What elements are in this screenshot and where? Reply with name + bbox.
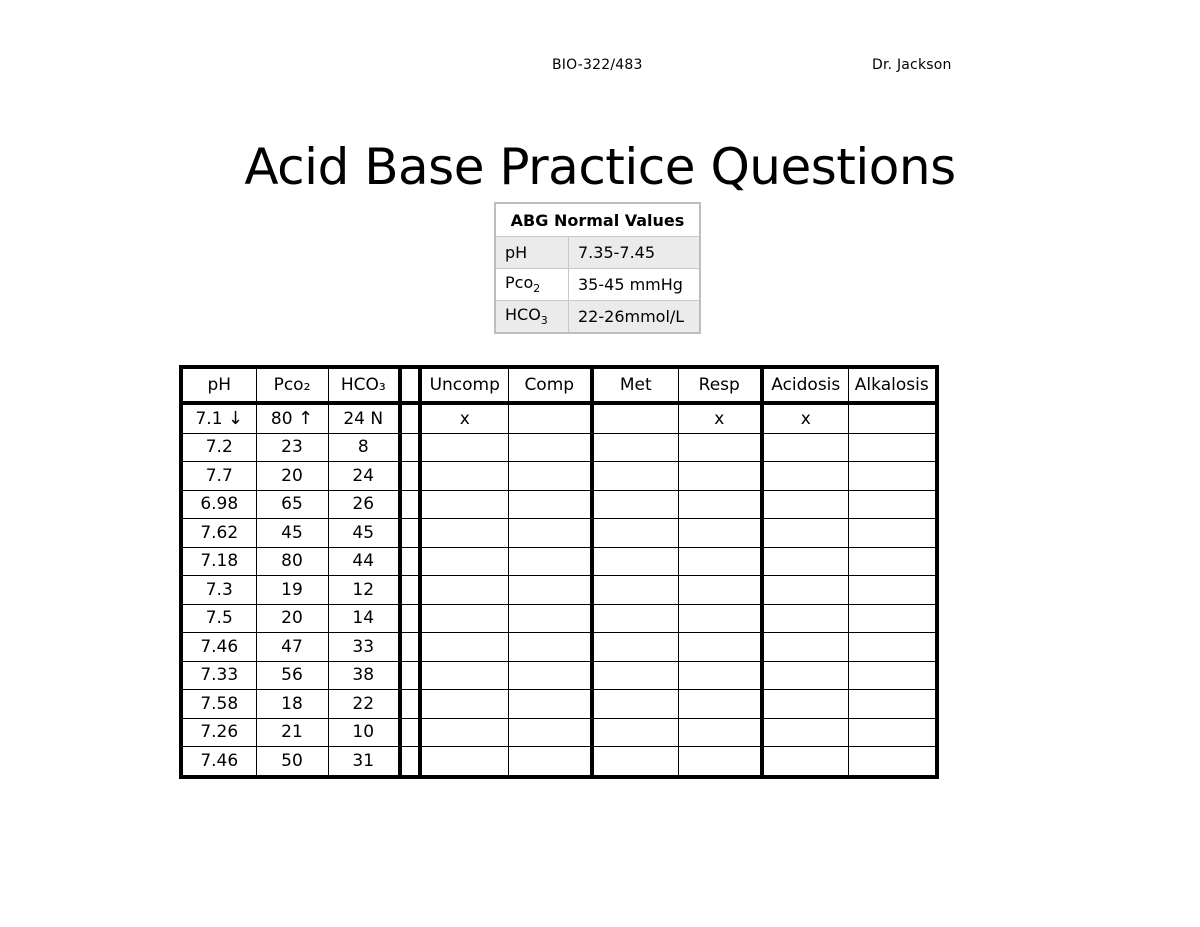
ph-value: 7.26 xyxy=(181,718,256,747)
met-answer-cell[interactable] xyxy=(592,547,678,576)
resp-answer-cell[interactable] xyxy=(678,462,762,491)
met-answer-cell[interactable] xyxy=(592,604,678,633)
spacer-cell xyxy=(400,661,420,690)
alkalosis-answer-cell[interactable] xyxy=(848,576,937,605)
example-row xyxy=(181,403,937,433)
col-header-ph: pH xyxy=(181,367,256,403)
uncomp-answer-cell[interactable] xyxy=(420,547,508,576)
uncomp-answer-cell[interactable] xyxy=(420,462,508,491)
table-row xyxy=(181,576,937,605)
abg-value-ph: 7.35-7.45 xyxy=(569,237,701,269)
hco3-value: 38 xyxy=(328,661,400,690)
comp-answer-cell[interactable] xyxy=(508,661,592,690)
page-title: Acid Base Practice Questions xyxy=(244,138,956,196)
met-answer-cell[interactable] xyxy=(592,490,678,519)
resp-answer-cell[interactable] xyxy=(678,576,762,605)
ph-value: 7.5 xyxy=(181,604,256,633)
abg-row-pco2 xyxy=(495,269,700,301)
acidosis-answer-cell[interactable] xyxy=(762,547,848,576)
resp-answer-cell[interactable] xyxy=(678,604,762,633)
resp-answer-cell[interactable] xyxy=(678,519,762,548)
comp-answer-cell[interactable] xyxy=(508,576,592,605)
spacer-cell xyxy=(400,462,420,491)
acidosis-answer-cell[interactable] xyxy=(762,661,848,690)
resp-answer-cell[interactable] xyxy=(678,718,762,747)
comp-answer-cell[interactable] xyxy=(508,633,592,662)
spacer-cell xyxy=(400,403,420,433)
spacer-cell xyxy=(400,576,420,605)
uncomp-answer-cell[interactable] xyxy=(420,490,508,519)
uncomp-answer-cell[interactable] xyxy=(420,718,508,747)
met-answer-cell[interactable] xyxy=(592,661,678,690)
abg-table-title: ABG Normal Values xyxy=(495,203,700,237)
acidosis-answer-cell[interactable] xyxy=(762,576,848,605)
hco3-value: 45 xyxy=(328,519,400,548)
spacer-cell xyxy=(400,519,420,548)
pco2-value: 18 xyxy=(256,690,328,719)
alkalosis-answer-cell[interactable] xyxy=(848,747,937,777)
example-acidosis[interactable]: x xyxy=(762,403,848,433)
uncomp-answer-cell[interactable] xyxy=(420,433,508,462)
met-answer-cell[interactable] xyxy=(592,690,678,719)
spacer-cell xyxy=(400,490,420,519)
example-alkalosis[interactable] xyxy=(848,403,937,433)
alkalosis-answer-cell[interactable] xyxy=(848,661,937,690)
table-row xyxy=(181,661,937,690)
hco3-value: 33 xyxy=(328,633,400,662)
abg-label-pco2 xyxy=(495,269,569,301)
abg-label-pco2-base: Pco xyxy=(505,273,534,293)
example-comp[interactable] xyxy=(508,403,592,433)
met-answer-cell[interactable] xyxy=(592,718,678,747)
met-answer-cell[interactable] xyxy=(592,576,678,605)
abg-normal-values-table xyxy=(494,202,701,334)
alkalosis-answer-cell[interactable] xyxy=(848,718,937,747)
alkalosis-answer-cell[interactable] xyxy=(848,462,937,491)
resp-answer-cell[interactable] xyxy=(678,547,762,576)
comp-answer-cell[interactable] xyxy=(508,433,592,462)
spacer-cell xyxy=(400,547,420,576)
ph-value: 7.7 xyxy=(181,462,256,491)
comp-answer-cell[interactable] xyxy=(508,490,592,519)
resp-answer-cell[interactable] xyxy=(678,633,762,662)
instructor-name: Dr. Jackson xyxy=(872,57,952,73)
alkalosis-answer-cell[interactable] xyxy=(848,547,937,576)
acidosis-answer-cell[interactable] xyxy=(762,633,848,662)
hco3-value: 10 xyxy=(328,718,400,747)
abg-label-pco2-sub: 2 xyxy=(533,282,541,296)
hco3-value: 12 xyxy=(328,576,400,605)
up-arrow-icon: ↑ xyxy=(297,408,314,430)
alkalosis-answer-cell[interactable] xyxy=(848,633,937,662)
hco3-value: 26 xyxy=(328,490,400,519)
ph-value: 7.62 xyxy=(181,519,256,548)
acidosis-answer-cell[interactable] xyxy=(762,462,848,491)
resp-answer-cell[interactable] xyxy=(678,747,762,777)
pco2-value: 19 xyxy=(256,576,328,605)
pco2-value: 23 xyxy=(256,433,328,462)
met-answer-cell[interactable] xyxy=(592,433,678,462)
hco3-value: 14 xyxy=(328,604,400,633)
alkalosis-answer-cell[interactable] xyxy=(848,519,937,548)
abg-row-ph xyxy=(495,237,700,269)
abg-label-hco3-base: HCO xyxy=(505,305,541,325)
table-row xyxy=(181,718,937,747)
pco2-value: 21 xyxy=(256,718,328,747)
table-row xyxy=(181,547,937,576)
acidosis-answer-cell[interactable] xyxy=(762,604,848,633)
example-resp[interactable]: x xyxy=(678,403,762,433)
spacer-cell xyxy=(400,433,420,462)
ph-value: 7.33 xyxy=(181,661,256,690)
table-row xyxy=(181,433,937,462)
col-header-resp: Resp xyxy=(678,367,762,403)
alkalosis-answer-cell[interactable] xyxy=(848,604,937,633)
spacer-cell xyxy=(400,604,420,633)
table-row xyxy=(181,633,937,662)
alkalosis-answer-cell[interactable] xyxy=(848,690,937,719)
spacer-cell xyxy=(400,633,420,662)
comp-answer-cell[interactable] xyxy=(508,547,592,576)
uncomp-answer-cell[interactable] xyxy=(420,690,508,719)
alkalosis-answer-cell[interactable] xyxy=(848,433,937,462)
hco3-value: 44 xyxy=(328,547,400,576)
pco2-value: 20 xyxy=(256,462,328,491)
uncomp-answer-cell[interactable] xyxy=(420,747,508,777)
table-row xyxy=(181,690,937,719)
table-row xyxy=(181,604,937,633)
met-answer-cell[interactable] xyxy=(592,633,678,662)
uncomp-answer-cell[interactable] xyxy=(420,661,508,690)
hco3-value: 8 xyxy=(328,433,400,462)
pco2-value: 65 xyxy=(256,490,328,519)
table-row xyxy=(181,519,937,548)
uncomp-answer-cell[interactable] xyxy=(420,519,508,548)
spacer-cell xyxy=(400,690,420,719)
comp-answer-cell[interactable] xyxy=(508,519,592,548)
example-ph xyxy=(181,403,256,433)
comp-answer-cell[interactable] xyxy=(508,747,592,777)
abg-value-pco2: 35-45 mmHg xyxy=(569,269,701,301)
uncomp-answer-cell[interactable] xyxy=(420,633,508,662)
ph-value: 7.46 xyxy=(181,633,256,662)
practice-table xyxy=(179,365,939,779)
acidosis-answer-cell[interactable] xyxy=(762,433,848,462)
example-ph-value: 7.1 xyxy=(195,409,223,430)
uncomp-answer-cell[interactable] xyxy=(420,576,508,605)
down-arrow-icon: ↓ xyxy=(227,408,244,430)
spacer-cell xyxy=(400,747,420,777)
abg-label-hco3 xyxy=(495,301,569,334)
met-answer-cell[interactable] xyxy=(592,519,678,548)
abg-label-hco3-sub: 3 xyxy=(540,314,548,328)
spacer-cell xyxy=(400,718,420,747)
col-header-acidosis: Acidosis xyxy=(762,367,848,403)
acidosis-answer-cell[interactable] xyxy=(762,519,848,548)
alkalosis-answer-cell[interactable] xyxy=(848,490,937,519)
ph-value: 7.3 xyxy=(181,576,256,605)
hco3-value: 22 xyxy=(328,690,400,719)
acidosis-answer-cell[interactable] xyxy=(762,690,848,719)
table-row xyxy=(181,747,937,777)
example-pco2-value: 80 xyxy=(270,409,293,430)
example-met[interactable] xyxy=(592,403,678,433)
abg-row-hco3 xyxy=(495,301,700,334)
resp-answer-cell[interactable] xyxy=(678,433,762,462)
ph-value: 7.2 xyxy=(181,433,256,462)
ph-value: 6.98 xyxy=(181,490,256,519)
pco2-value: 20 xyxy=(256,604,328,633)
col-header-hco3: HCO₃ xyxy=(328,367,400,403)
comp-answer-cell[interactable] xyxy=(508,462,592,491)
acidosis-answer-cell[interactable] xyxy=(762,490,848,519)
col-header-spacer xyxy=(400,367,420,403)
col-header-pco2: Pco₂ xyxy=(256,367,328,403)
comp-answer-cell[interactable] xyxy=(508,604,592,633)
resp-answer-cell[interactable] xyxy=(678,490,762,519)
met-answer-cell[interactable] xyxy=(592,747,678,777)
col-header-alkalosis: Alkalosis xyxy=(848,367,937,403)
resp-answer-cell[interactable] xyxy=(678,661,762,690)
pco2-value: 56 xyxy=(256,661,328,690)
acidosis-answer-cell[interactable] xyxy=(762,747,848,777)
example-pco2 xyxy=(256,403,328,433)
table-row xyxy=(181,462,937,491)
met-answer-cell[interactable] xyxy=(592,462,678,491)
hco3-value: 31 xyxy=(328,747,400,777)
uncomp-answer-cell[interactable] xyxy=(420,604,508,633)
comp-answer-cell[interactable] xyxy=(508,690,592,719)
pco2-value: 45 xyxy=(256,519,328,548)
ph-value: 7.58 xyxy=(181,690,256,719)
abg-value-hco3: 22-26mmol/L xyxy=(569,301,701,334)
abg-label-ph: pH xyxy=(495,237,569,269)
course-code: BIO-322/483 xyxy=(552,57,643,73)
example-hco3: 24 N xyxy=(328,403,400,433)
practice-header-row xyxy=(181,367,937,403)
ph-value: 7.46 xyxy=(181,747,256,777)
pco2-value: 47 xyxy=(256,633,328,662)
col-header-comp: Comp xyxy=(508,367,592,403)
pco2-value: 50 xyxy=(256,747,328,777)
col-header-uncomp: Uncomp xyxy=(420,367,508,403)
hco3-value: 24 xyxy=(328,462,400,491)
table-row xyxy=(181,490,937,519)
example-uncomp[interactable]: x xyxy=(420,403,508,433)
ph-value: 7.18 xyxy=(181,547,256,576)
acidosis-answer-cell[interactable] xyxy=(762,718,848,747)
col-header-met: Met xyxy=(592,367,678,403)
comp-answer-cell[interactable] xyxy=(508,718,592,747)
pco2-value: 80 xyxy=(256,547,328,576)
resp-answer-cell[interactable] xyxy=(678,690,762,719)
